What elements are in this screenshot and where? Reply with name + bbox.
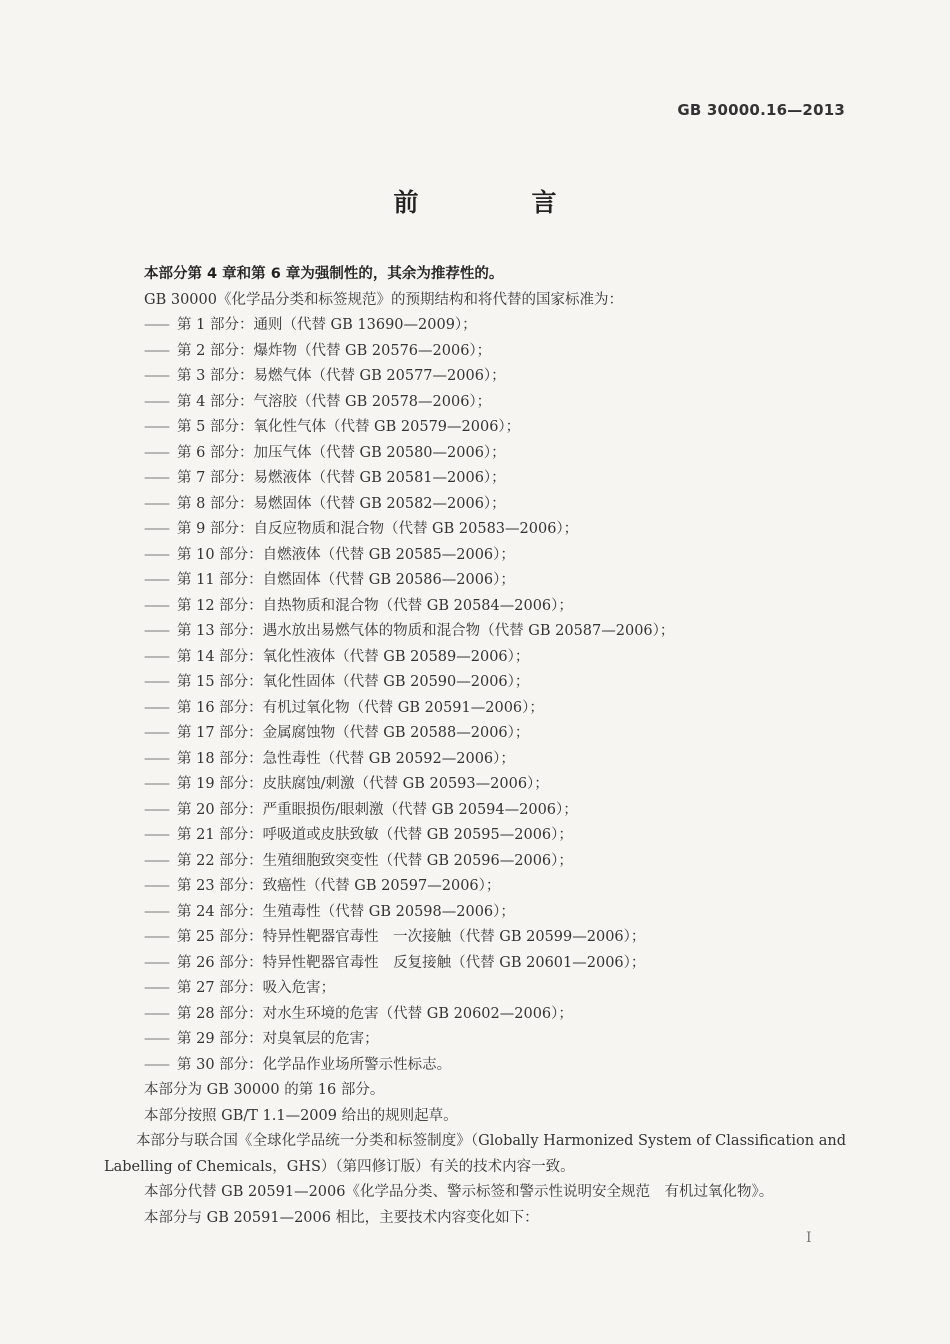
page-number: I bbox=[806, 1230, 812, 1246]
list-item: —— 第 9 部分：自反应物质和混合物（代替 GB 20583—2006）； bbox=[104, 517, 844, 543]
list-item: —— 第 4 部分：气溶胶（代替 GB 20578—2006）； bbox=[104, 390, 844, 416]
dash: —— bbox=[144, 597, 167, 614]
dash: —— bbox=[144, 878, 167, 894]
list-item: —— 第 14 部分：氧化性液体（代替 GB 20589—2006）； bbox=[104, 645, 844, 671]
consistency-statement: 本部分与联合国《全球化学品统一分类和标签制度》（Globally Harmonized System of Classification and Labelling of Chemicals，GHS）（第四修订版）有关的技术内容一致。 bbox=[104, 1133, 846, 1175]
list-item: —— 第 3 部分：易燃气体（代替 GB 20577—2006）； bbox=[104, 364, 844, 390]
list-item: —— 第 20 部分：严重眼损伤/眼刺激（代替 GB 20594—2006）； bbox=[104, 798, 844, 824]
dash: —— bbox=[144, 521, 167, 537]
dash: —— bbox=[144, 546, 167, 563]
dash: —— bbox=[144, 1005, 167, 1022]
dash: —— bbox=[144, 725, 167, 741]
dash: —— bbox=[144, 495, 167, 512]
dash: —— bbox=[144, 954, 167, 971]
dash: —— bbox=[144, 1031, 167, 1047]
list-item: —— 第 15 部分：氧化性固体（代替 GB 20590—2006）； bbox=[104, 670, 844, 696]
list-item: —— 第 27 部分：吸入危害； bbox=[104, 976, 844, 1002]
list-item: —— 第 21 部分：呼吸道或皮肤致敏（代替 GB 20595—2006）； bbox=[104, 823, 844, 849]
dash: —— bbox=[144, 903, 167, 920]
list-item: —— 第 17 部分：金属腐蚀物（代替 GB 20588—2006）； bbox=[104, 721, 844, 747]
dash: —— bbox=[144, 980, 167, 996]
list-item: —— 第 25 部分：特异性靶器官毒性 一次接触（代替 GB 20599—2006）； bbox=[104, 925, 844, 951]
list-item: —— 第 10 部分：自燃液体（代替 GB 20585—2006）； bbox=[104, 543, 844, 569]
dash: —— bbox=[144, 317, 167, 333]
dash: —— bbox=[144, 393, 167, 410]
dash: —— bbox=[144, 368, 167, 384]
standard-code: GB 30000.16—2013 bbox=[677, 101, 845, 119]
dash: —— bbox=[144, 852, 167, 869]
changes-statement: 本部分与 GB 20591—2006 相比，主要技术内容变化如下： bbox=[144, 1209, 539, 1226]
list-item: —— 第 23 部分：致癌性（代替 GB 20597—2006）； bbox=[104, 874, 844, 900]
list-item: —— 第 16 部分：有机过氧化物（代替 GB 20591—2006）； bbox=[104, 696, 844, 722]
list-item: —— 第 19 部分：皮肤腐蚀/刺激（代替 GB 20593—2006）； bbox=[104, 772, 844, 798]
list-item: —— 第 29 部分：对臭氧层的危害； bbox=[104, 1027, 844, 1053]
dash: —— bbox=[144, 801, 167, 818]
parts-list bbox=[104, 313, 844, 1078]
dash: —— bbox=[144, 1056, 167, 1073]
dash: —— bbox=[144, 419, 167, 435]
page-title: 前 言 bbox=[393, 188, 601, 217]
list-item: —— 第 18 部分：急性毒性（代替 GB 20592—2006）； bbox=[104, 747, 844, 773]
list-item: —— 第 22 部分：生殖细胞致突变性（代替 GB 20596—2006）； bbox=[104, 849, 844, 875]
drafting-statement: 本部分按照 GB/T 1.1—2009 给出的规则起草。 bbox=[144, 1107, 458, 1124]
list-item: —— 第 13 部分：遇水放出易燃气体的物质和混合物（代替 GB 20587—2006）； bbox=[104, 619, 844, 645]
list-item: —— 第 8 部分：易燃固体（代替 GB 20582—2006）； bbox=[104, 492, 844, 518]
dash: —— bbox=[144, 444, 167, 461]
dash: —— bbox=[144, 699, 167, 716]
dash: —— bbox=[144, 572, 167, 588]
dash: —— bbox=[144, 648, 167, 665]
dash: —— bbox=[144, 470, 167, 486]
list-item: —— 第 2 部分：爆炸物（代替 GB 20576—2006）； bbox=[104, 339, 844, 365]
part-of-statement: 本部分为 GB 30000 的第 16 部分。 bbox=[144, 1082, 385, 1098]
dash: —— bbox=[144, 623, 167, 639]
list-item: —— 第 5 部分：氧化性气体（代替 GB 20579—2006）； bbox=[104, 415, 844, 441]
dash: —— bbox=[144, 776, 167, 792]
dash: —— bbox=[144, 750, 167, 767]
mandatory-note: 本部分第 4 章和第 6 章为强制性的，其余为推荐性的。 bbox=[144, 266, 504, 282]
structure-intro: GB 30000《化学品分类和标签规范》的预期结构和将代替的国家标准为： bbox=[144, 291, 623, 308]
dash: —— bbox=[144, 342, 167, 359]
list-item: —— 第 12 部分：自热物质和混合物（代替 GB 20584—2006）； bbox=[104, 594, 844, 620]
list-item: —— 第 26 部分：特异性靶器官毒性 反复接触（代替 GB 20601—2006）； bbox=[104, 951, 844, 977]
foreword-body bbox=[104, 262, 844, 1231]
dash: —— bbox=[144, 929, 167, 945]
list-item: —— 第 30 部分：化学品作业场所警示性标志。 bbox=[104, 1053, 844, 1079]
dash: —— bbox=[144, 674, 167, 690]
list-item: —— 第 28 部分：对水生环境的危害（代替 GB 20602—2006）； bbox=[104, 1002, 844, 1028]
replacement-statement: 本部分代替 GB 20591—2006《化学品分类、警示标签和警示性说明安全规范 有机过氧化物》。 bbox=[144, 1184, 774, 1200]
list-item: —— 第 11 部分：自燃固体（代替 GB 20586—2006）； bbox=[104, 568, 844, 594]
list-item: —— 第 7 部分：易燃液体（代替 GB 20581—2006）； bbox=[104, 466, 844, 492]
list-item: —— 第 1 部分：通则（代替 GB 13690—2009）； bbox=[104, 313, 844, 339]
list-item: —— 第 24 部分：生殖毒性（代替 GB 20598—2006）； bbox=[104, 900, 844, 926]
dash: —— bbox=[144, 827, 167, 843]
list-item: —— 第 6 部分：加压气体（代替 GB 20580—2006）； bbox=[104, 441, 844, 467]
